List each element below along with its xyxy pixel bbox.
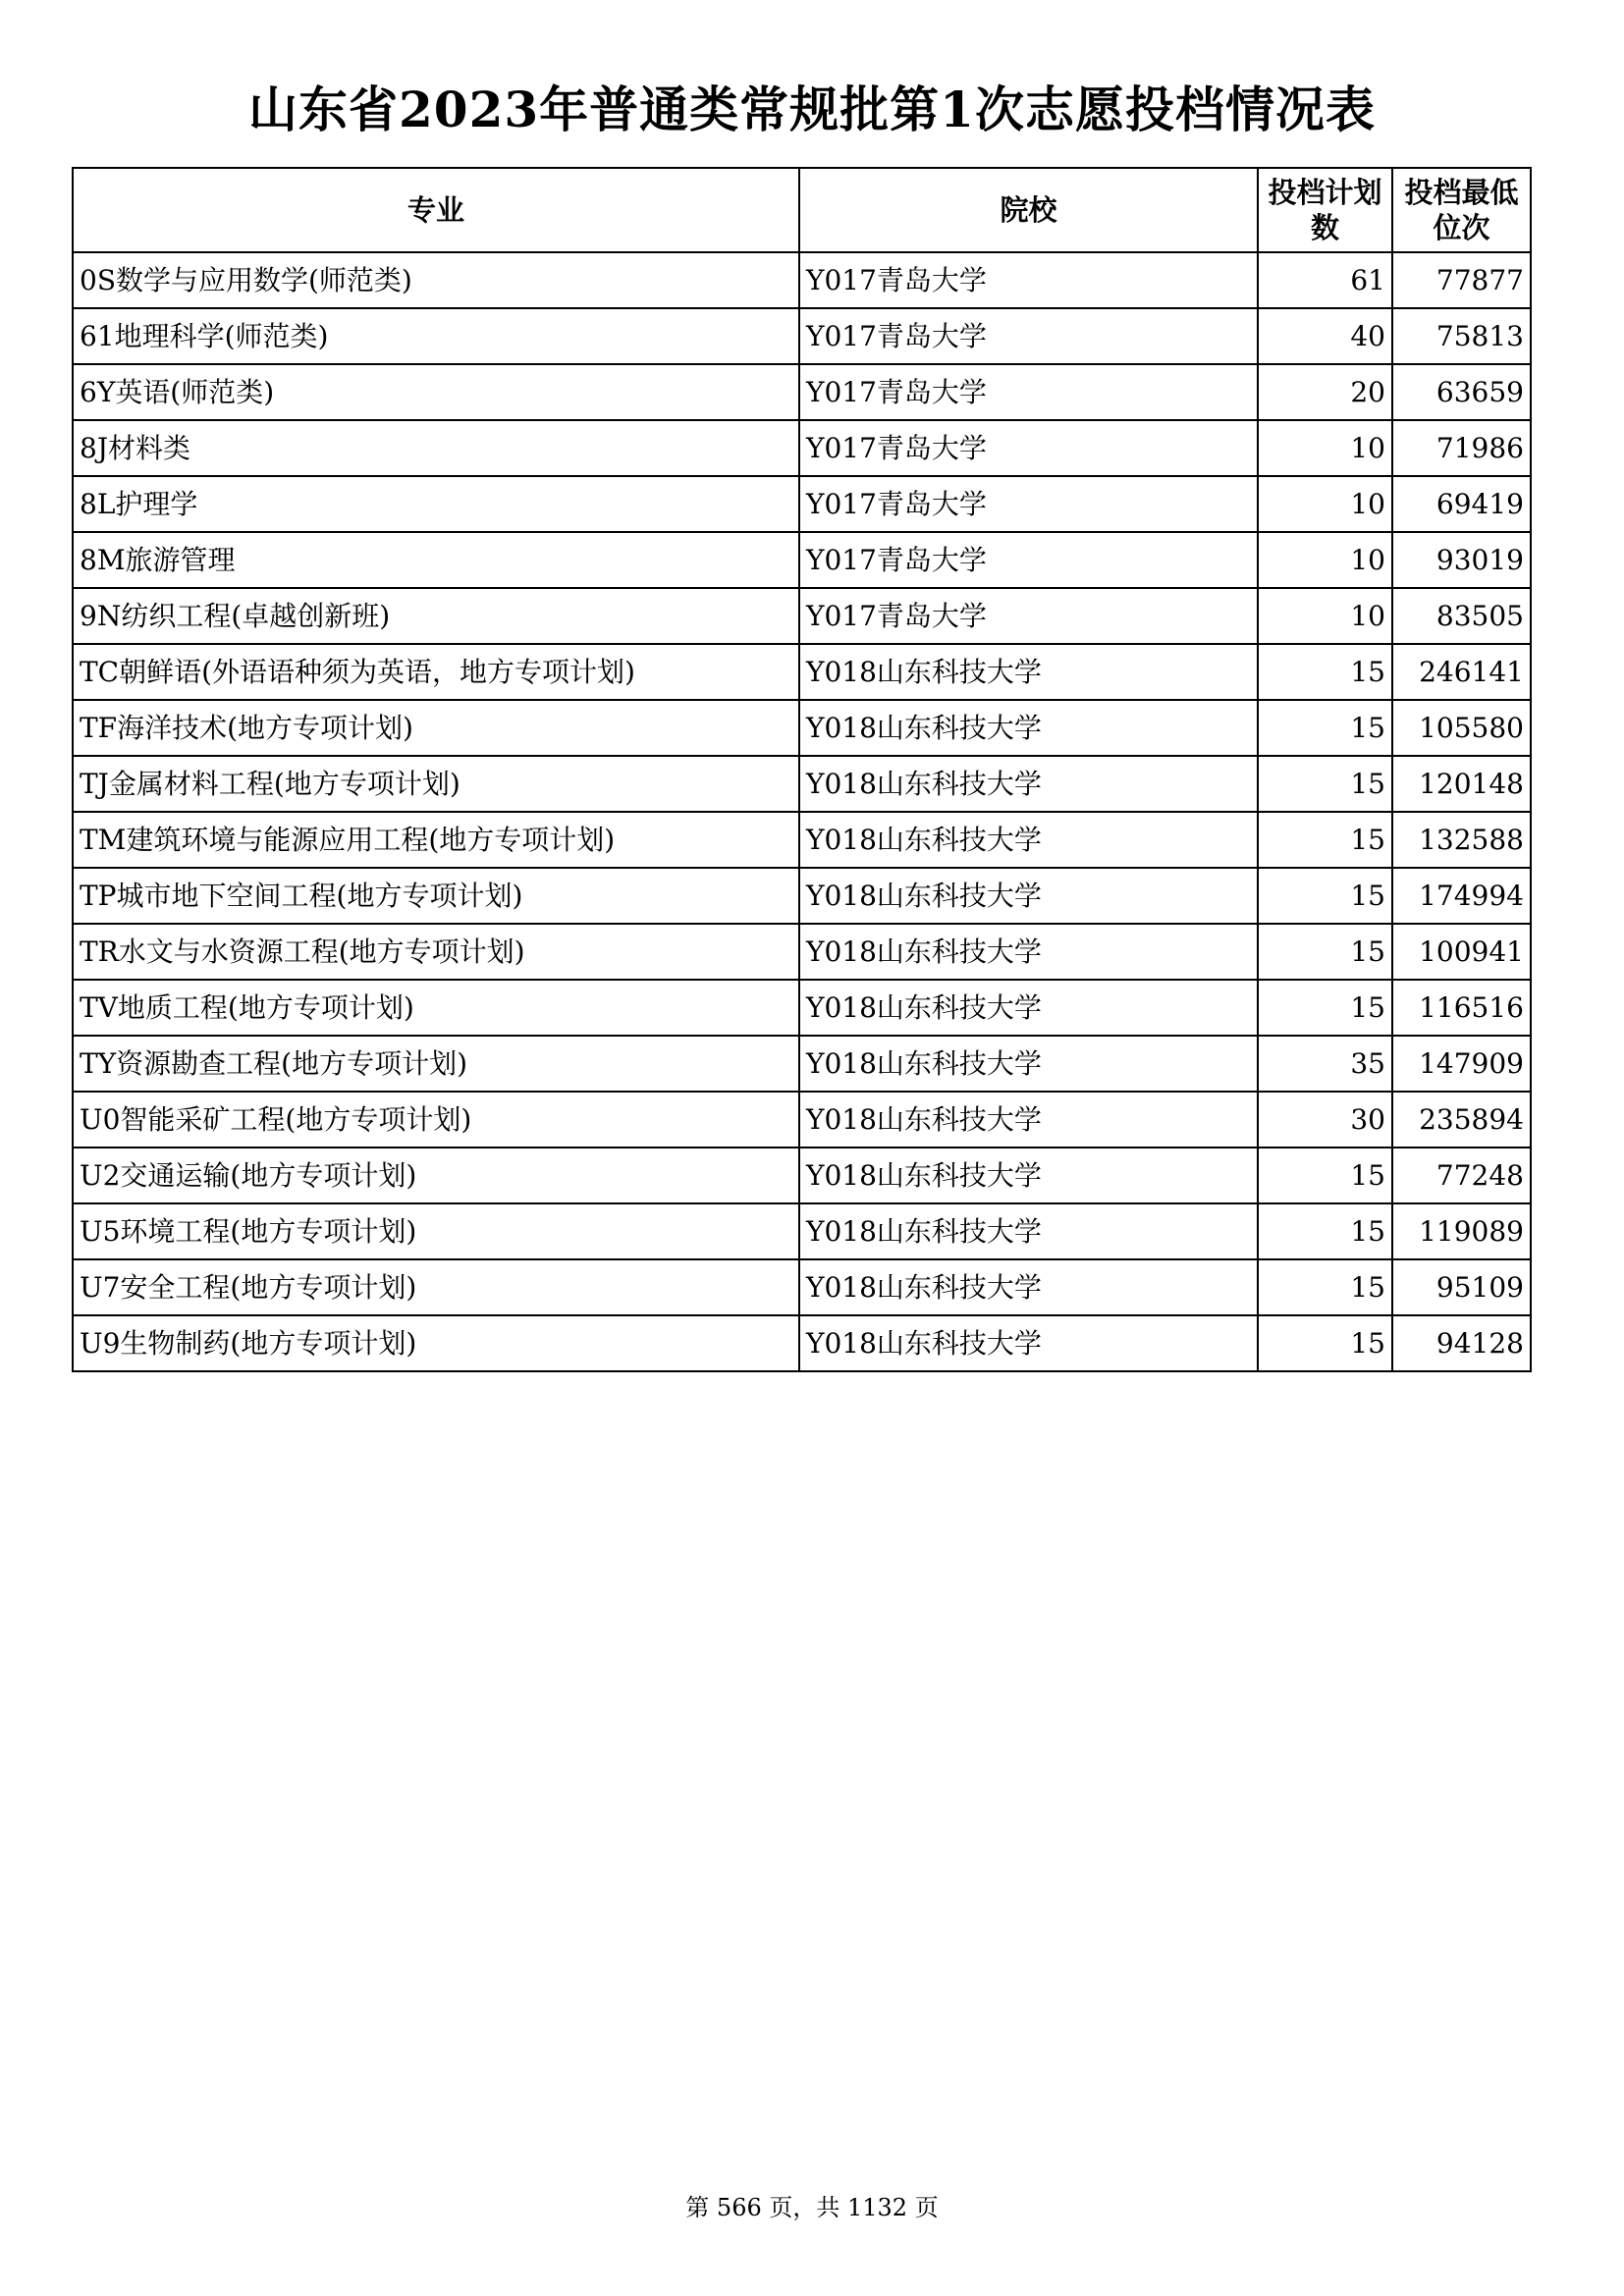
header-school: 院校 xyxy=(799,168,1258,252)
cell-min-rank: 147909 xyxy=(1392,1036,1531,1092)
cell-plan: 10 xyxy=(1258,532,1392,588)
cell-major: TM建筑环境与能源应用工程(地方专项计划) xyxy=(73,812,799,868)
table-row xyxy=(73,252,1531,308)
cell-plan: 15 xyxy=(1258,980,1392,1036)
cell-major: U0智能采矿工程(地方专项计划) xyxy=(73,1092,799,1148)
cell-min-rank: 105580 xyxy=(1392,700,1531,756)
header-min-rank xyxy=(1392,168,1531,252)
table-row xyxy=(73,644,1531,700)
cell-plan: 15 xyxy=(1258,1203,1392,1259)
cell-major: TJ金属材料工程(地方专项计划) xyxy=(73,756,799,812)
header-major: 专业 xyxy=(73,168,799,252)
cell-school: Y017青岛大学 xyxy=(799,532,1258,588)
cell-min-rank: 93019 xyxy=(1392,532,1531,588)
cell-major: TF海洋技术(地方专项计划) xyxy=(73,700,799,756)
cell-min-rank: 77248 xyxy=(1392,1148,1531,1203)
cell-plan: 15 xyxy=(1258,756,1392,812)
cell-plan: 10 xyxy=(1258,476,1392,532)
cell-min-rank: 174994 xyxy=(1392,868,1531,924)
table-row xyxy=(73,308,1531,364)
cell-min-rank: 77877 xyxy=(1392,252,1531,308)
cell-school: Y017青岛大学 xyxy=(799,588,1258,644)
cell-min-rank: 120148 xyxy=(1392,756,1531,812)
cell-plan: 15 xyxy=(1258,868,1392,924)
cell-school: Y017青岛大学 xyxy=(799,476,1258,532)
table-row xyxy=(73,476,1531,532)
cell-plan: 20 xyxy=(1258,364,1392,420)
cell-major: U9生物制药(地方专项计划) xyxy=(73,1315,799,1371)
cell-min-rank: 95109 xyxy=(1392,1259,1531,1315)
cell-plan: 15 xyxy=(1258,644,1392,700)
cell-school: Y018山东科技大学 xyxy=(799,1315,1258,1371)
header-min-rank-label: 投档最低位次 xyxy=(1404,176,1519,244)
cell-plan: 35 xyxy=(1258,1036,1392,1092)
cell-school: Y018山东科技大学 xyxy=(799,1203,1258,1259)
table-row xyxy=(73,532,1531,588)
cell-school: Y017青岛大学 xyxy=(799,308,1258,364)
cell-plan: 15 xyxy=(1258,700,1392,756)
cell-min-rank: 246141 xyxy=(1392,644,1531,700)
cell-school: Y018山东科技大学 xyxy=(799,980,1258,1036)
cell-school: Y018山东科技大学 xyxy=(799,756,1258,812)
table-row xyxy=(73,756,1531,812)
page-footer: 第 566 页，共 1132 页 xyxy=(685,2194,939,2221)
table-row xyxy=(73,812,1531,868)
cell-min-rank: 235894 xyxy=(1392,1092,1531,1148)
cell-major: 8J材料类 xyxy=(73,420,799,476)
cell-min-rank: 69419 xyxy=(1392,476,1531,532)
cell-major: U5环境工程(地方专项计划) xyxy=(73,1203,799,1259)
cell-plan: 10 xyxy=(1258,588,1392,644)
header-plan xyxy=(1258,168,1392,252)
cell-min-rank: 71986 xyxy=(1392,420,1531,476)
table-header-row xyxy=(73,168,1531,252)
cell-plan: 10 xyxy=(1258,420,1392,476)
page-title: 山东省2023年普通类常规批第1次志愿投档情况表 xyxy=(248,80,1376,138)
table-row xyxy=(73,924,1531,980)
cell-major: U7安全工程(地方专项计划) xyxy=(73,1259,799,1315)
table-row xyxy=(73,588,1531,644)
cell-min-rank: 116516 xyxy=(1392,980,1531,1036)
cell-plan: 15 xyxy=(1258,1148,1392,1203)
cell-school: Y018山东科技大学 xyxy=(799,644,1258,700)
cell-min-rank: 94128 xyxy=(1392,1315,1531,1371)
table-row xyxy=(73,868,1531,924)
cell-school: Y017青岛大学 xyxy=(799,252,1258,308)
cell-school: Y018山东科技大学 xyxy=(799,1092,1258,1148)
cell-min-rank: 63659 xyxy=(1392,364,1531,420)
cell-plan: 15 xyxy=(1258,1315,1392,1371)
cell-major: TC朝鲜语(外语语种须为英语，地方专项计划) xyxy=(73,644,799,700)
cell-major: 8M旅游管理 xyxy=(73,532,799,588)
cell-school: Y018山东科技大学 xyxy=(799,1148,1258,1203)
cell-school: Y018山东科技大学 xyxy=(799,700,1258,756)
cell-school: Y017青岛大学 xyxy=(799,420,1258,476)
table-row xyxy=(73,1036,1531,1092)
cell-school: Y018山东科技大学 xyxy=(799,1036,1258,1092)
cell-plan: 15 xyxy=(1258,812,1392,868)
cell-min-rank: 119089 xyxy=(1392,1203,1531,1259)
cell-major: TY资源勘查工程(地方专项计划) xyxy=(73,1036,799,1092)
cell-plan: 15 xyxy=(1258,924,1392,980)
cell-major: 6Y英语(师范类) xyxy=(73,364,799,420)
cell-min-rank: 132588 xyxy=(1392,812,1531,868)
table-body xyxy=(73,252,1531,1371)
cell-major: TV地质工程(地方专项计划) xyxy=(73,980,799,1036)
cell-min-rank: 83505 xyxy=(1392,588,1531,644)
cell-plan: 61 xyxy=(1258,252,1392,308)
cell-plan: 15 xyxy=(1258,1259,1392,1315)
cell-plan: 40 xyxy=(1258,308,1392,364)
table-row xyxy=(73,420,1531,476)
table-row xyxy=(73,1203,1531,1259)
table-row xyxy=(73,1092,1531,1148)
table-row xyxy=(73,1315,1531,1371)
table-row xyxy=(73,700,1531,756)
table-row xyxy=(73,980,1531,1036)
cell-school: Y017青岛大学 xyxy=(799,364,1258,420)
cell-major: U2交通运输(地方专项计划) xyxy=(73,1148,799,1203)
table-row xyxy=(73,1148,1531,1203)
cell-plan: 30 xyxy=(1258,1092,1392,1148)
cell-major: TP城市地下空间工程(地方专项计划) xyxy=(73,868,799,924)
cell-major: TR水文与水资源工程(地方专项计划) xyxy=(73,924,799,980)
cell-min-rank: 75813 xyxy=(1392,308,1531,364)
header-plan-label: 投档计划数 xyxy=(1268,176,1382,244)
cell-school: Y018山东科技大学 xyxy=(799,812,1258,868)
cell-major: 9N纺织工程(卓越创新班) xyxy=(73,588,799,644)
table-row xyxy=(73,364,1531,420)
cell-major: 61地理科学(师范类) xyxy=(73,308,799,364)
cell-school: Y018山东科技大学 xyxy=(799,868,1258,924)
cell-school: Y018山东科技大学 xyxy=(799,924,1258,980)
cell-major: 8L护理学 xyxy=(73,476,799,532)
admissions-table xyxy=(72,167,1532,1372)
table-row xyxy=(73,1259,1531,1315)
cell-major: 0S数学与应用数学(师范类) xyxy=(73,252,799,308)
cell-school: Y018山东科技大学 xyxy=(799,1259,1258,1315)
cell-min-rank: 100941 xyxy=(1392,924,1531,980)
